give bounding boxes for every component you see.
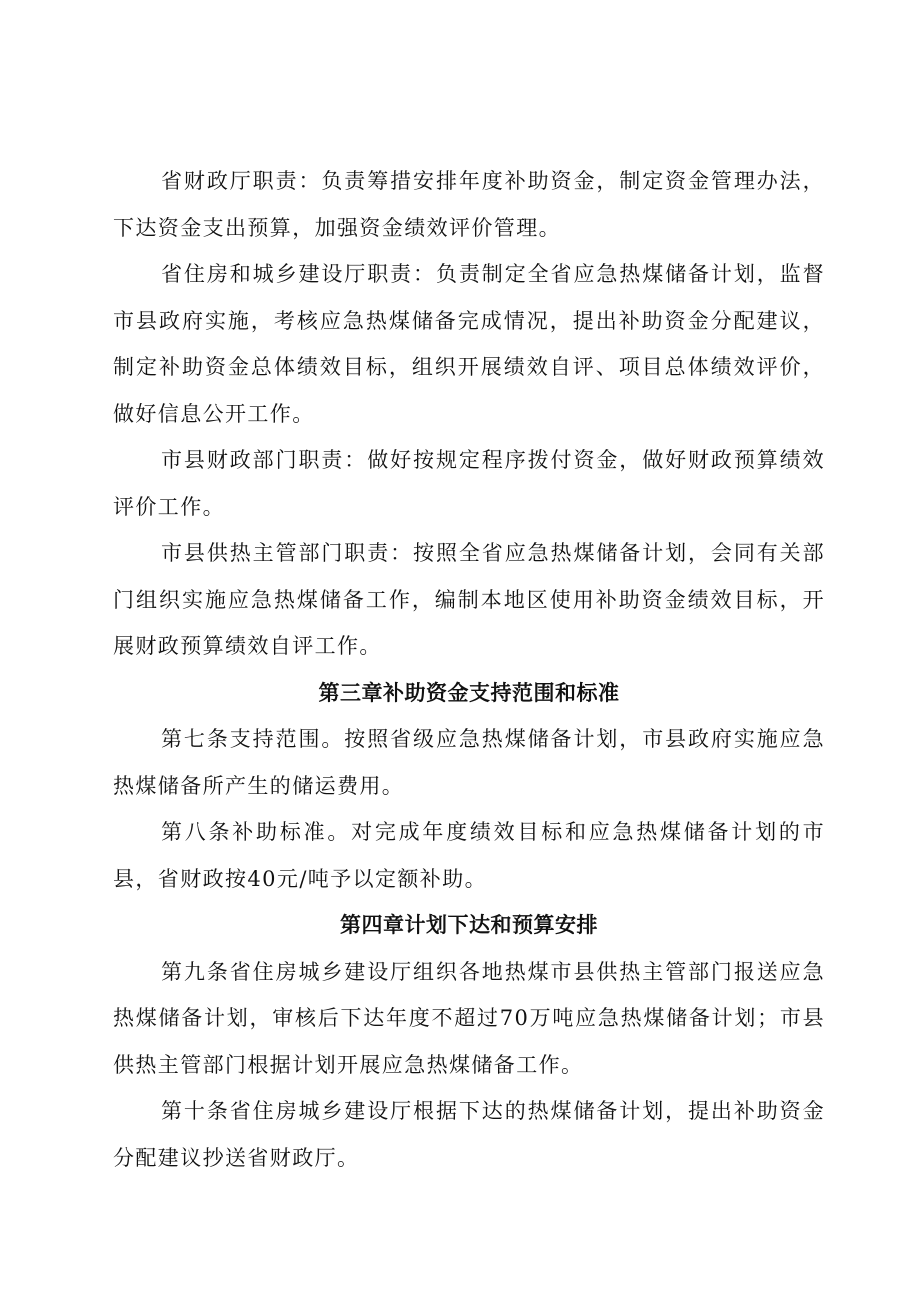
document-body [113,158,825,1181]
chapter-3-heading: 第三章补助资金支持范围和标准 [318,680,620,705]
paragraph-county-heating-duties: 市县供热主管部门职责：按照全省应急热煤储备计划，会同有关部门组织实施应急热煤储备工作，编制本地区使用补助资金绩效目标，开展财政预算绩效自评工作。 [113,541,825,658]
paragraph-provincial-finance-duties: 省财政厅职责：负责筹措安排年度补助资金，制定资金管理办法，下达资金支出预算，加强资金绩效评价管理。 [113,169,825,240]
paragraph-housing-department-duties: 省住房和城乡建设厅职责：负责制定全省应急热煤储备计划，监督市县政府实施，考核应急热煤储备完成情况，提出补助资金分配建议，制定补助资金总体绩效目标，组织开展绩效自评、项目总体绩效评价，做好信息公开工作。 [113,262,825,426]
article-10-paragraph: 第十条省住房城乡建设厅根据下达的热煤储备计划，提出补助资金分配建议抄送省财政厅。 [113,1099,825,1170]
article-7-paragraph: 第七条支持范围。按照省级应急热煤储备计划，市县政府实施应急热煤储备所产生的储运费用。 [113,727,825,798]
article-9-paragraph: 第九条省住房城乡建设厅组织各地热煤市县供热主管部门报送应急热煤储备计划，审核后下达年度不超过70万吨应急热煤储备计划；市县供热主管部门根据计划开展应急热煤储备工作。 [113,959,825,1077]
paragraph-county-finance-duties: 市县财政部门职责：做好按规定程序拨付资金，做好财政预算绩效评价工作。 [113,448,825,519]
chapter-4-heading: 第四章计划下达和预算安排 [340,913,598,937]
article-8-paragraph: 第八条补助标准。对完成年度绩效目标和应急热煤储备计划的市县，省财政按40元/吨予以定额补助。 [113,820,825,891]
